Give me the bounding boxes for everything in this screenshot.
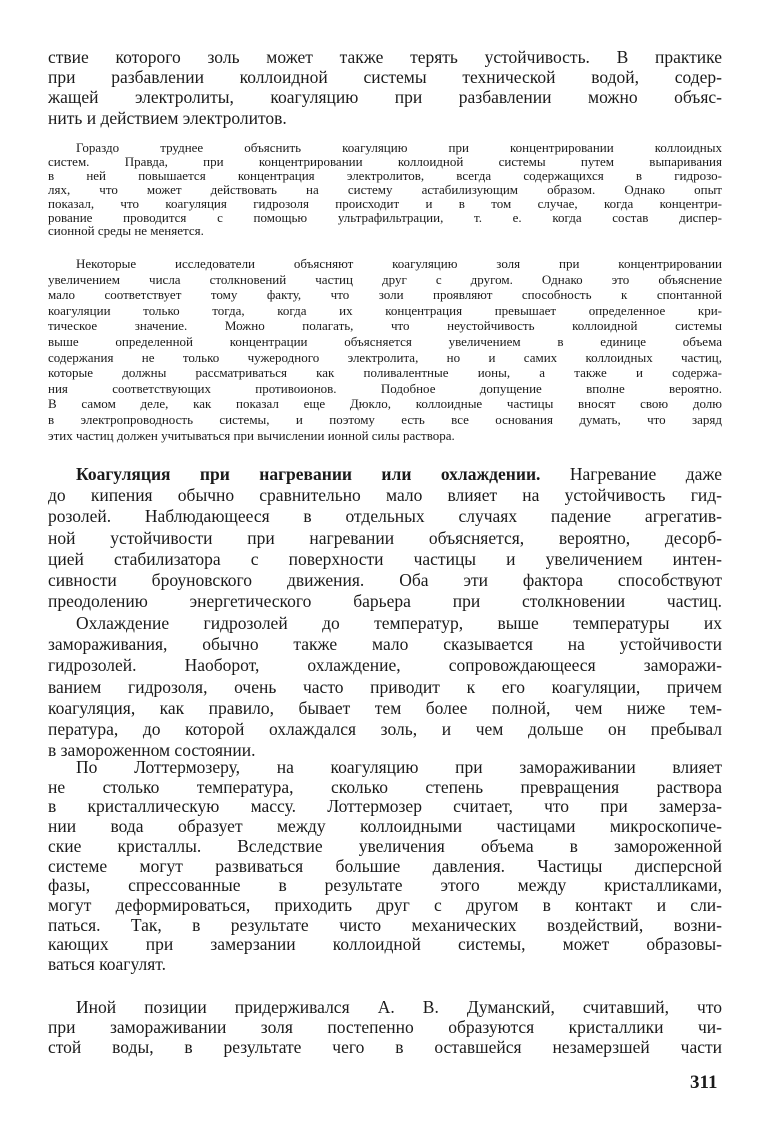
text-line: коагуляции только тогда, когда их концентрация превышает определенное кри- [48,302,722,318]
text-line: ваться коагулят. [48,954,166,975]
text-line: нии вода образует между коллоидными частицами микроскопиче- [48,816,722,837]
text-line: Некоторые исследователи объясняют коагуляцию золя при концентрировании [76,256,722,271]
text-line: этих частиц должен учитываться при вычислении ионной силы раствора. [48,427,455,443]
text-line: гидрозолей. Наоборот, охлаждение, сопровождающееся заморажи- [48,655,722,676]
text-line: сионной среды не меняется. [48,223,204,239]
text-line: в электропроводность системы, и поэтому есть все основания думать, что заряд [48,411,722,427]
text-line: в замороженном состоянии. [48,740,256,761]
text-line: в кристаллическую массу. Лоттермозер считает, что при замерза- [48,796,722,817]
text-line: ствие которого золь может также терять устойчивость. В практике [48,47,722,67]
text-line: нить и действием электролитов. [48,107,287,128]
text-line: при разбавлении коллоидной системы технической водой, содер- [48,67,722,88]
text-line: сивности броуновского движения. Оба эти фактора способствуют [48,570,722,591]
text-line: выше определенной концентрации объясняется увеличением в единице объема [48,333,722,349]
section-paragraph [48,464,722,612]
page-number: 311 [690,1072,718,1093]
text-line: систем. Правда, при концентрировании коллоидной системы путем выпаривания [48,153,722,169]
section-heading: Коагуляция при нагревании или охлаждении. [76,464,541,484]
text-line: увеличением числа столкновений частиц друг с другом. Однако это объяснение [48,271,722,287]
text-line: кающих при замерзании коллоидной системы, может образовы- [48,934,722,955]
text-line: показал, что коагуляция гидрозоля происходит и в том случае, когда концентри- [48,195,722,211]
text-line: рование проводится с помощью ультрафильтрации, т. е. когда состав диспер- [48,209,722,225]
body-paragraph [48,997,722,1058]
fine-print-paragraph [48,256,722,443]
body-paragraph [48,758,722,975]
text-line: розолей. Наблюдающееся в отдельных случаях падение агрегатив- [48,506,722,527]
text-line: могут деформироваться, приходить друг с другом в контакт и сли- [48,894,722,915]
text-line: По Лоттермозеру, на коагуляцию при замораживании влияет [76,757,722,777]
text-line: ские кристаллы. Вследствие увеличения объема в замороженной [48,835,722,856]
text-line: Гораздо труднее объяснить коагуляцию при концентрировании коллоидных [76,140,722,155]
text-line: преодолению энергетического барьера при столкновении частиц. [48,591,722,612]
text-line: тическое значение. Можно полагать, что неустойчивость коллоидной системы [48,318,722,334]
text-line: коагуляция, как правило, бывает тем более полной, чем ниже тем- [48,697,722,718]
text-line: фазы, спрессованные в результате этого между кристалликами, [48,875,722,896]
text-line: цией стабилизатора с поверхности частицы и увеличением интен- [48,548,722,569]
text-line: в ней повышается концентрация электролитов, всегда содержащихся в гидрозо- [48,167,722,183]
text-line: Иной позиции придерживался А. В. Думанский, считавший, что [76,997,722,1017]
text-line: системе могут развиваться большие давления. Частицы дисперсной [48,855,722,876]
text-line: лях, что может действовать на систему астабилизующим образом. Однако опыт [48,181,722,197]
text-line: стой воды, в результате чего в оставшейся незамерзшей части [48,1037,722,1058]
text-line-content: Нагревание даже [540,464,722,484]
text-line: ной устойчивости при нагревании объясняется, вероятно, десорб- [48,527,722,548]
text-line: содержания не только чужеродного электролита, но и самих коллоидных частиц, [48,349,722,365]
text-line: мало соответствует тому факту, что золи проявляют способность к спонтанной [48,287,722,303]
text-line: замораживания, обычно также мало сказывается на устойчивости [48,634,722,655]
text-line: Охлаждение гидрозолей до температур, выше температуры их [76,613,722,633]
body-paragraph [48,613,722,761]
text-line [48,464,722,485]
text-line: паться. Так, в результате чисто механических воздействий, возни- [48,914,722,935]
text-line: жащей электролиты, коагуляцию при разбавлении можно объяс- [48,87,722,108]
text-line: ванием гидрозоля, очень часто приводит к его коагуляции, причем [48,676,722,697]
text-line: до кипения обычно сравнительно мало влияет на устойчивость гид- [48,485,722,506]
text-line: которые должны рассматриваться как поливалентные ионы, а также и содержа- [48,365,722,381]
fine-print-paragraph [48,141,722,238]
text-line: В самом деле, как показал еще Дюкло, коллоидные частицы вносят свою долю [48,396,722,412]
text-line: ния соответствующих противоионов. Подобное допущение вполне вероятно. [48,380,722,396]
body-paragraph [48,47,722,128]
text-line: при замораживании золя постепенно образуются кристаллики чи- [48,1017,722,1038]
text-line: не столько температура, сколько степень превращения раствора [48,776,722,797]
text-line: пература, до которой охлаждался золь, и чем дольше он пребывал [48,719,722,740]
